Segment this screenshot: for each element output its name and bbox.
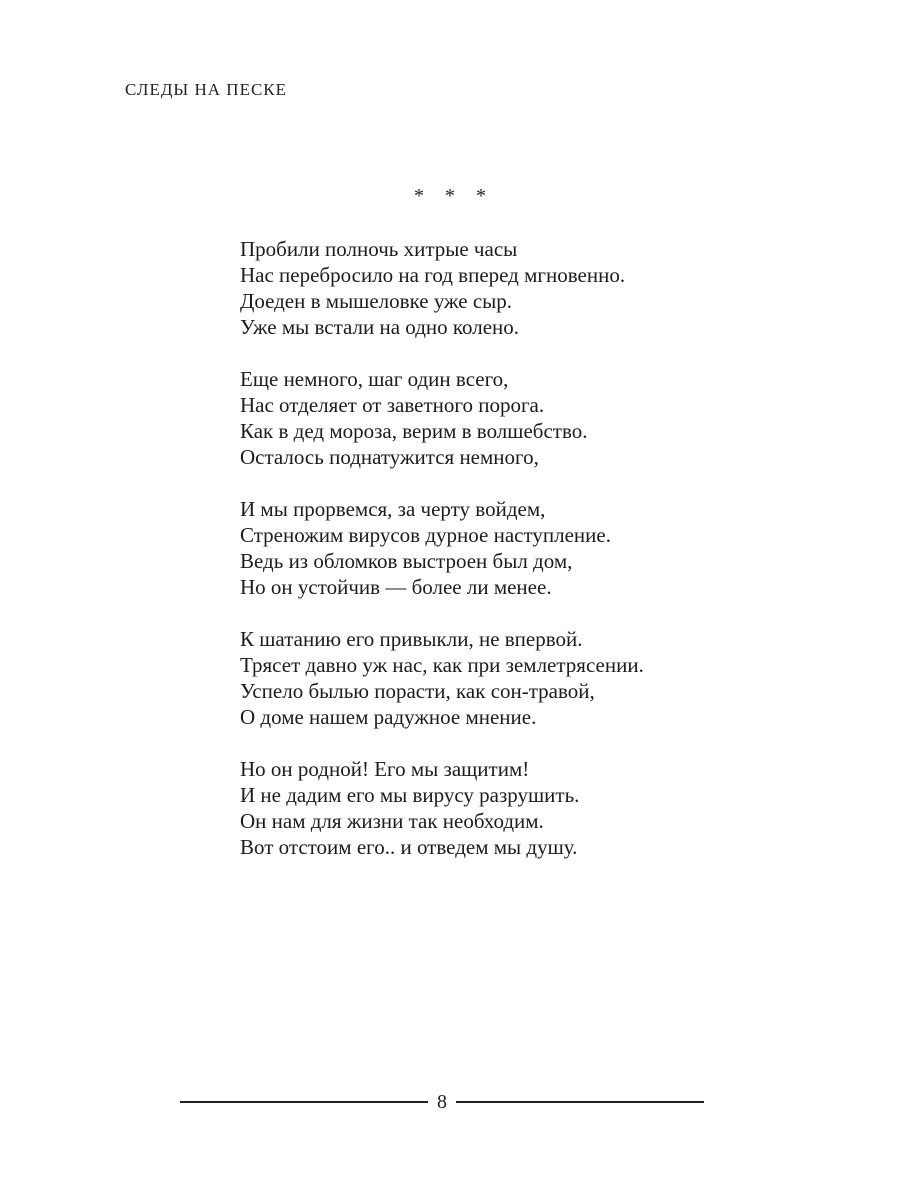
poem-line: К шатанию его привыкли, не впервой. — [240, 627, 583, 651]
stanza-3 — [240, 496, 840, 600]
separator-asterisk: * — [445, 185, 455, 207]
stanza-4 — [240, 626, 840, 730]
poem-line: Он нам для жизни так необходим. — [240, 809, 544, 833]
footer-rule-right — [456, 1101, 704, 1103]
poem-line: Доеден в мышеловке уже сыр. — [240, 289, 513, 313]
page-number: 8 — [437, 1091, 447, 1113]
poem-line: Уже мы встали на одно колено. — [240, 315, 520, 339]
poem — [240, 236, 840, 886]
poem-line: Нас перебросило на год вперед мгновенно. — [240, 263, 626, 287]
poem-line: Но он родной! Его мы защитим! — [240, 757, 530, 781]
poem-line: Как в дед мороза, верим в волшебство. — [240, 419, 588, 443]
poem-line: Стреножим вирусов дурное наступление. — [240, 523, 611, 547]
separator-asterisk: * — [476, 185, 486, 207]
stanza-2 — [240, 366, 840, 470]
stanza-5 — [240, 756, 840, 860]
separator-asterisk: * — [414, 185, 424, 207]
poem-line: Успело былью порасти, как сон-травой, — [240, 679, 595, 703]
page-footer — [180, 1090, 704, 1114]
poem-line: И не дадим его мы вирусу разрушить. — [240, 783, 580, 807]
poem-line: Нас отделяет от заветного порога. — [240, 393, 545, 417]
poem-line: Но он устойчив — более ли менее. — [240, 575, 552, 599]
poem-line: Осталось поднатужится немного, — [240, 445, 539, 469]
poem-line: О доме нашем радужное мнение. — [240, 705, 537, 729]
poem-line: Ведь из обломков выстроен был дом, — [240, 549, 573, 573]
stanza-1 — [240, 236, 840, 340]
poem-line: И мы прорвемся, за черту войдем, — [240, 497, 546, 521]
poem-line: Вот отстоим его.. и отведем мы душу. — [240, 835, 578, 859]
poem-line: Еще немного, шаг один всего, — [240, 367, 509, 391]
poem-line: Трясет давно уж нас, как при землетрясении. — [240, 653, 644, 677]
section-separator — [0, 185, 900, 208]
poem-line: Пробили полночь хитрые часы — [240, 237, 518, 261]
running-head: СЛЕДЫ НА ПЕСКЕ — [125, 80, 288, 99]
